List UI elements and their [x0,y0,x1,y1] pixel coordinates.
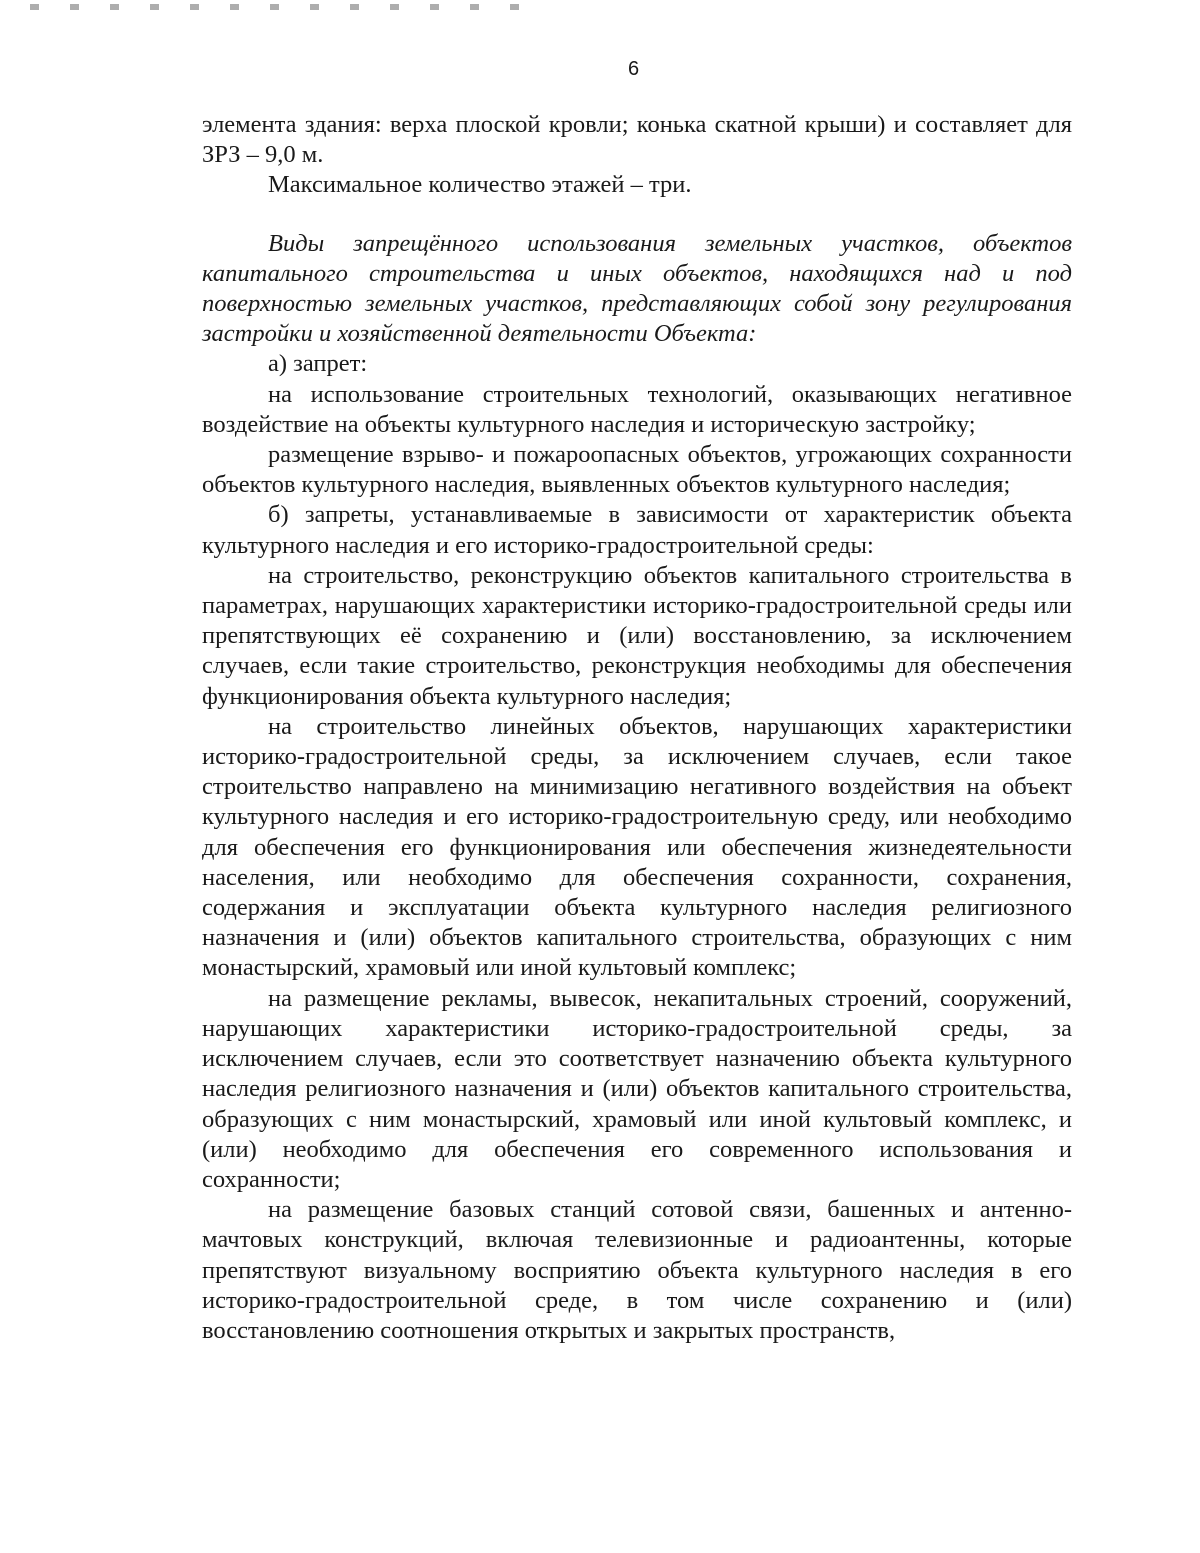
paragraph-construction-reconstruction: на строительство, реконструкцию объектов капитального строительства в параметрах, нарушающих характеристики историко-градостроительной среды или препятствующих её сохранению и (или) восстановлению, за исключением случаев, если такие строительство, реконструкция необходимы для обеспечения функционирования объекта культурного наследия; [202,561,1072,710]
paragraph-item-a: а) запрет: [268,350,368,378]
paragraph-prohibited-uses-heading: Виды запрещённого использования земельных участков, объектов капитального строительства и иных объектов, находящихся над и под поверхностью земельных участков, представляющих собой зону регулирования застройки и хозяйственной деятельности Объекта: [202,229,1072,348]
paragraph-item-b: б) запреты, устанавливаемые в зависимости от характеристик объекта культурного наследия и его историко-градостроительной среды: [202,501,1072,559]
scan-artifact-dashes [30,4,530,10]
paragraph-hazardous-objects: размещение взрыво- и пожароопасных объектов, угрожающих сохранности объектов культурного наследия, выявленных объектов культурного наследия; [202,441,1072,499]
paragraph-linear-objects: на строительство линейных объектов, нарушающих характеристики историко-градостроительной среды, за исключением случаев, если такое строительство направлено на минимизацию негативного воздействия на объект культурного наследия и его историко-градостроительную среду, или необходимо для обеспечения его функционирования или обеспечения жизнедеятельности населения, или необходимо для обеспечения сохранности, сохранения, содержания и эксплуатации объекта культурного наследия религиозного назначения и (или) объектов капитального строительства, образующих с ним монастырский, храмовый или иной культовый комплекс; [202,712,1072,982]
paragraph-advertising: на размещение рекламы, вывесок, некапитальных строений, сооружений, нарушающих характеристики историко-градостроительной среды, за исключением случаев, если это соответствует назначению объекта культурного наследия религиозного назначения и (или) объектов капитального строительства, образующих с ним монастырский, храмовый или иной культовый комплекс, и (или) необходимо для обеспечения его современного использования и сохранности; [202,984,1072,1193]
paragraph-max-floors: Максимальное количество этажей – три. [268,171,692,199]
paragraph-construction-technologies: на использование строительных технологий, оказывающих негативное воздействие на объекты культурного наследия и историческую застройку; [202,380,1072,438]
document-body [202,110,1072,1346]
paragraph-height-continuation: элемента здания: верха плоской кровли; конька скатной крыши) и составляет для ЗРЗ – 9,0 м. [202,111,1072,169]
page-number: 6 [627,58,640,80]
paragraph-cell-towers: на размещение базовых станций сотовой связи, башенных и антенно-мачтовых конструкций, включая телевизионные и радиоантенны, которые препятствуют визуальному восприятию объекта культурного наследия в его историко-градостроительной среде, в том числе сохранению и (или) восстановлению соотношения открытых и закрытых пространств, [202,1196,1072,1344]
